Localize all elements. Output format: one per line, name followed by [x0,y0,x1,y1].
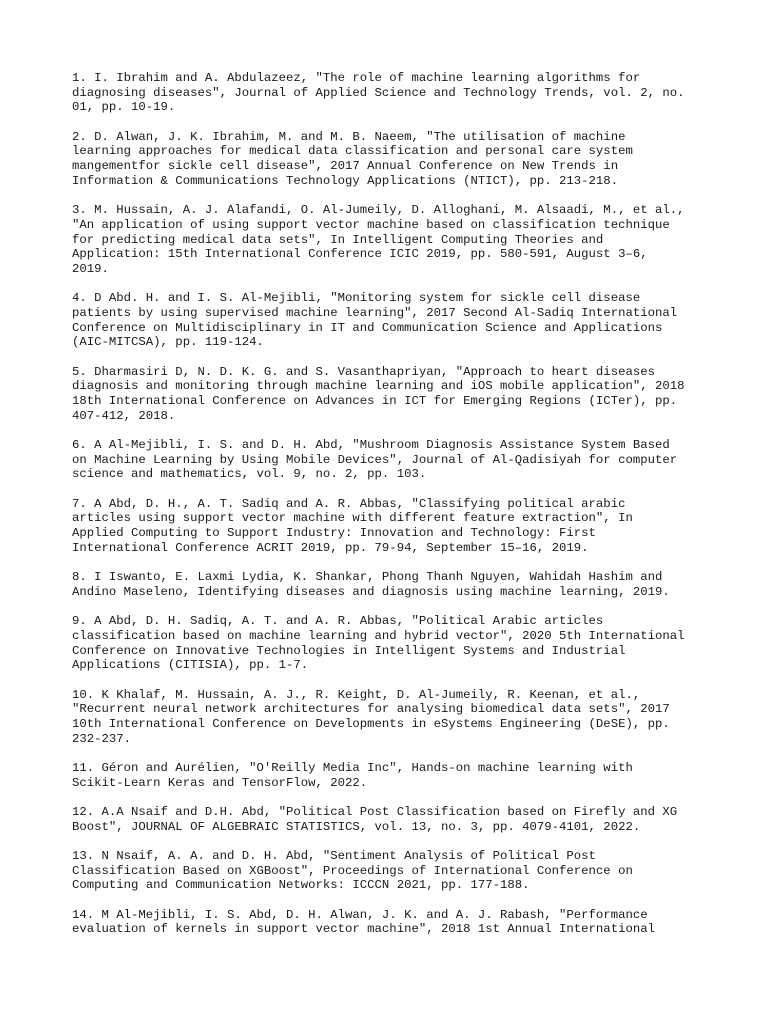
reference-11: 11. Géron and Aurélien, "O'Reilly Media Inc", Hands-on machine learning with Scikit-Learn Keras and TensorFlow, 2022. [72,760,633,790]
reference-9: 9. A Abd, D. H. Sadiq, A. T. and A. R. Abbas, "Political Arabic articles classification based on machine learning and hybrid vector", 2020 5th International Conference on Innovative Technologies in Intelligent Systems and Industrial Applications (CITISIA), pp. 1-7. [72,614,685,673]
reference-12: 12. A.A Nsaif and D.H. Abd, "Political Post Classification based on Firefly and XG Boost", JOURNAL OF ALGEBRAIC STATISTICS, vol. 13, no. 3, pp. 4079-4101, 2022. [72,804,678,834]
reference-5: 5. Dharmasiri D, N. D. K. G. and S. Vasanthapriyan, "Approach to heart diseases diagnosis and monitoring through machine learning and iOS mobile application", 2018 18th International Conference on Advances in ICT for Emerging Regions (ICTer), pp. 407-412, 2018. [72,364,685,423]
reference-4: 4. D Abd. H. and I. S. Al-Mejibli, "Monitoring system for sickle cell disease patients by using supervised machine learning", 2017 Second Al-Sadiq International Conference on Multidisciplinary in IT and Communication Science and Applications (AIC-MITCSA), pp. 119-124. [72,291,678,350]
reference-list [72,71,712,952]
reference-7: 7. A Abd, D. H., A. T. Sadiq and A. R. Abbas, "Classifying political arabic articles using support vector machine with different feature extraction", In Applied Computing to Support Industry: Innovation and Technology: First International Conference ACRIT 2019, pp. 79-94, September 15–16, 2019. [72,496,633,555]
reference-8: 8. I Iswanto, E. Laxmi Lydia, K. Shankar, Phong Thanh Nguyen, Wahidah Hashim and Andino Maseleno, Identifying diseases and diagnosis using machine learning, 2019. [72,570,670,599]
reference-10: 10. K Khalaf, M. Hussain, A. J., R. Keight, D. Al-Jumeily, R. Keenan, et al., "Recurrent neural network architectures for analysing biomedical data sets", 2017 10th International Conference on Developments in eSystems Engineering (DeSE), pp. 232-237. [72,687,670,746]
reference-13: 13. N Nsaif, A. A. and D. H. Abd, "Sentiment Analysis of Political Post Classification Based on XGBoost", Proceedings of International Conference on Computing and Communication Networks: ICCCN 2021, pp. 177-188. [72,848,633,893]
reference-1: 1. I. Ibrahim and A. Abdulazeez, "The role of machine learning algorithms for diagnosing diseases", Journal of Applied Science and Technology Trends, vol. 2, no. 01, pp. 10-19. [72,71,685,115]
reference-2: 2. D. Alwan, J. K. Ibrahim, M. and M. B. Naeem, "The utilisation of machine learning approaches for medical data classification and personal care system mangementfor sickle cell disease", 2017 Annual Conference on New Trends in Information & Communications Technology Applications (NTICT), pp. 213-218. [72,129,633,188]
reference-14: 14. M Al-Mejibli, I. S. Abd, D. H. Alwan, J. K. and A. J. Rabash, "Performance evaluation of kernels in support vector machine", 2018 1st Annual International [72,907,655,937]
reference-3: 3. M. Hussain, A. J. Alafandi, O. Al-Jumeily, D. Alloghani, M. Alsaadi, M., et al., "An application of using support vector machine based on classification technique for predicting medical data sets", In Intelligent Computing Theories and Application: 15th International Conference ICIC 2019, pp. 580-591, August 3–6, 2019. [72,203,685,276]
reference-6: 6. A Al-Mejibli, I. S. and D. H. Abd, "Mushroom Diagnosis Assistance System Based on Machine Learning by Using Mobile Devices", Journal of Al-Qadisiyah for computer science and mathematics, vol. 9, no. 2, pp. 103. [72,438,678,482]
